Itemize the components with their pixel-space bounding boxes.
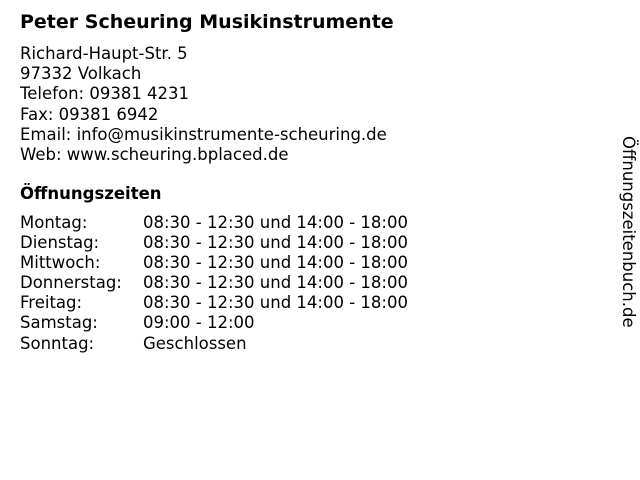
hours-day: Donnerstag: (20, 273, 122, 293)
email-address: Email: info@musikinstrumente-scheuring.de (20, 124, 387, 144)
site-brand-label: Öffnungszeitenbuch.de (619, 136, 638, 328)
hours-day: Montag: (20, 213, 88, 232)
fax-number: Fax: 09381 6942 (20, 104, 159, 124)
city-postcode: 97332 Volkach (20, 64, 142, 84)
hours-time: 09:00 - 12:00 (143, 313, 255, 333)
phone-number: Telefon: 09381 4231 (20, 84, 190, 104)
hours-day: Dienstag: (20, 233, 100, 253)
website-address: Web: www.scheuring.bplaced.de (20, 144, 289, 164)
contact-block (20, 44, 387, 165)
street-address: Richard-Haupt-Str. 5 (20, 44, 188, 63)
hours-time: 08:30 - 12:30 und 14:00 - 18:00 (143, 233, 408, 253)
hours-day: Sonntag: (20, 333, 95, 353)
opening-hours-heading: Öffnungszeiten (20, 184, 162, 203)
hours-time: Geschlossen (143, 333, 247, 353)
hours-time: 08:30 - 12:30 und 14:00 - 18:00 (143, 213, 408, 232)
hours-day: Mittwoch: (20, 253, 101, 273)
hours-time: 08:30 - 12:30 und 14:00 - 18:00 (143, 253, 408, 273)
hours-day: Samstag: (20, 313, 98, 333)
hours-day: Freitag: (20, 293, 83, 313)
hours-time: 08:30 - 12:30 und 14:00 - 18:00 (143, 273, 408, 293)
hours-time: 08:30 - 12:30 und 14:00 - 18:00 (143, 293, 408, 313)
business-name: Peter Scheuring Musikinstrumente (20, 11, 394, 33)
